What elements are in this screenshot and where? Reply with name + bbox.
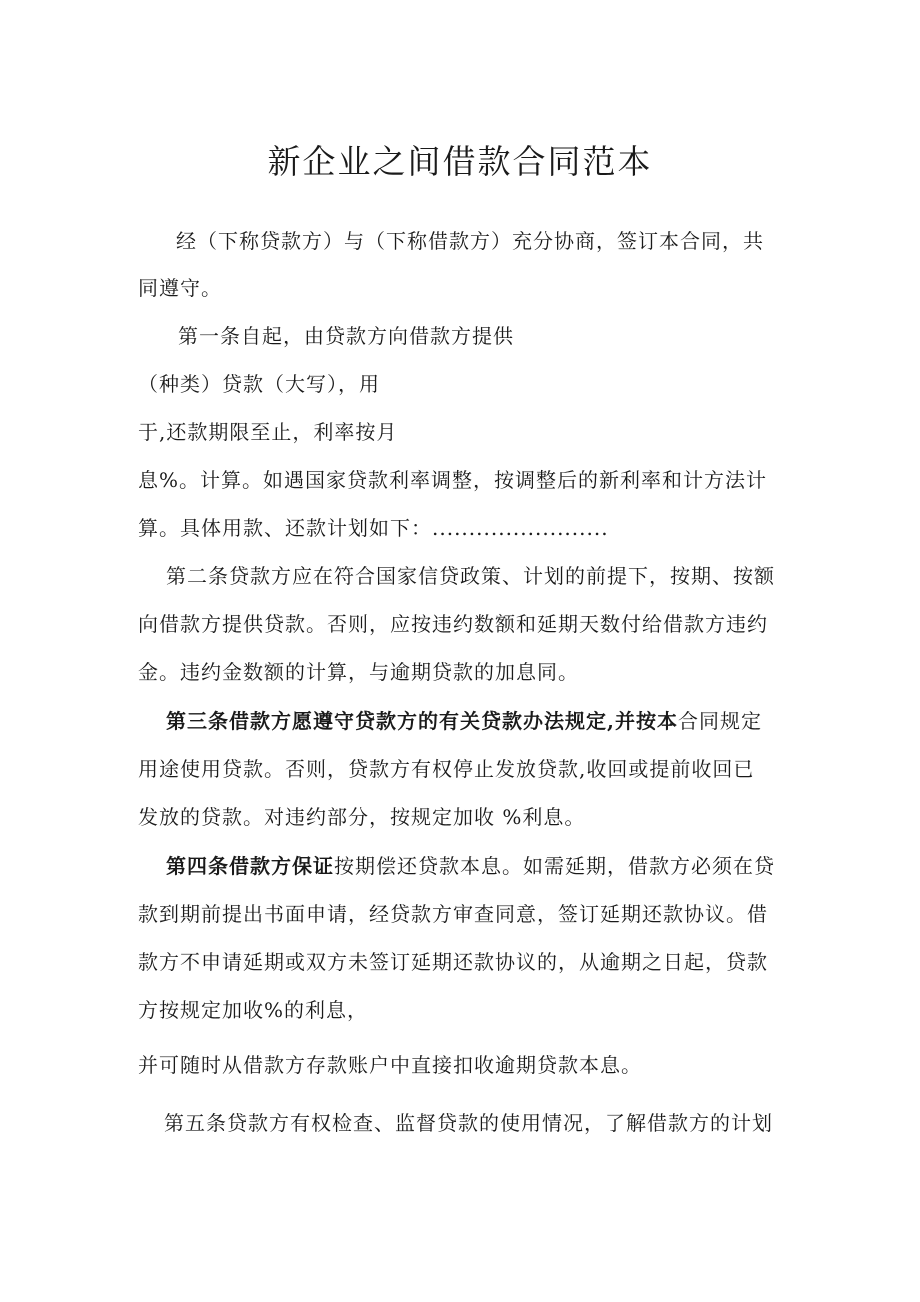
article-3-bold-text: 第三条借款方愿遵守贷款方的有关贷款办法规定,并按本 — [166, 709, 678, 733]
article-3-text: 合同规定 — [677, 709, 762, 733]
article-5-line-1: 第五条贷款方有权检查、监督贷款的使用情况，了解借款方的计划 — [164, 1111, 773, 1135]
article-3-line-1 — [166, 706, 762, 736]
article-4-line-4: 方按规定加收%的利息， — [138, 998, 369, 1022]
article-1-line-3: 于,还款期限至止，利率按月 — [138, 420, 398, 444]
article-4-line-5: 并可随时从借款方存款账户中直接扣收逾期贷款本息。 — [138, 1053, 642, 1077]
article-3-line-3: 发放的贷款。对违约部分，按规定加收 %利息。 — [138, 805, 586, 829]
article-1-line-2: （种类）贷款（大写），用 — [138, 372, 380, 396]
paragraph-intro-line-2: 同遵守。 — [138, 276, 222, 300]
article-2-line-1: 第二条贷款方应在符合国家信贷政策、计划的前提下，按期、按额 — [166, 564, 775, 588]
article-1-line-1: 第一条自起，由贷款方向借款方提供 — [178, 324, 514, 348]
article-4-line-3: 款方不申请延期或双方未签订延期还款协议的，从逾期之日起，贷款 — [138, 950, 768, 974]
article-4-line-1 — [166, 851, 775, 881]
article-4-text: 按期偿还贷款本息。如需延期，借款方必须在贷 — [334, 854, 775, 878]
article-3-line-2: 用途使用贷款。否则，贷款方有权停止发放贷款,收回或提前收回已 — [138, 757, 755, 781]
article-4-bold-text: 第四条借款方保证 — [166, 854, 334, 878]
article-1-line-5: 算。具体用款、还款计划如下：........................ — [138, 516, 609, 540]
article-1-line-4: 息%。计算。如遇国家贷款利率调整，按调整后的新利率和计方法计 — [138, 468, 768, 492]
article-2-line-2: 向借款方提供贷款。否则，应按违约数额和延期天数付给借款方违约 — [138, 612, 768, 636]
article-4-line-2: 款到期前提出书面申请，经贷款方审查同意，签订延期还款协议。借 — [138, 902, 768, 926]
document-title: 新企业之间借款合同范本 — [267, 142, 653, 181]
paragraph-intro-line-1: 经（下称贷款方）与（下称借款方）充分协商，签订本合同，共 — [176, 229, 764, 253]
article-2-line-3: 金。违约金数额的计算，与逾期贷款的加息同。 — [138, 660, 579, 684]
